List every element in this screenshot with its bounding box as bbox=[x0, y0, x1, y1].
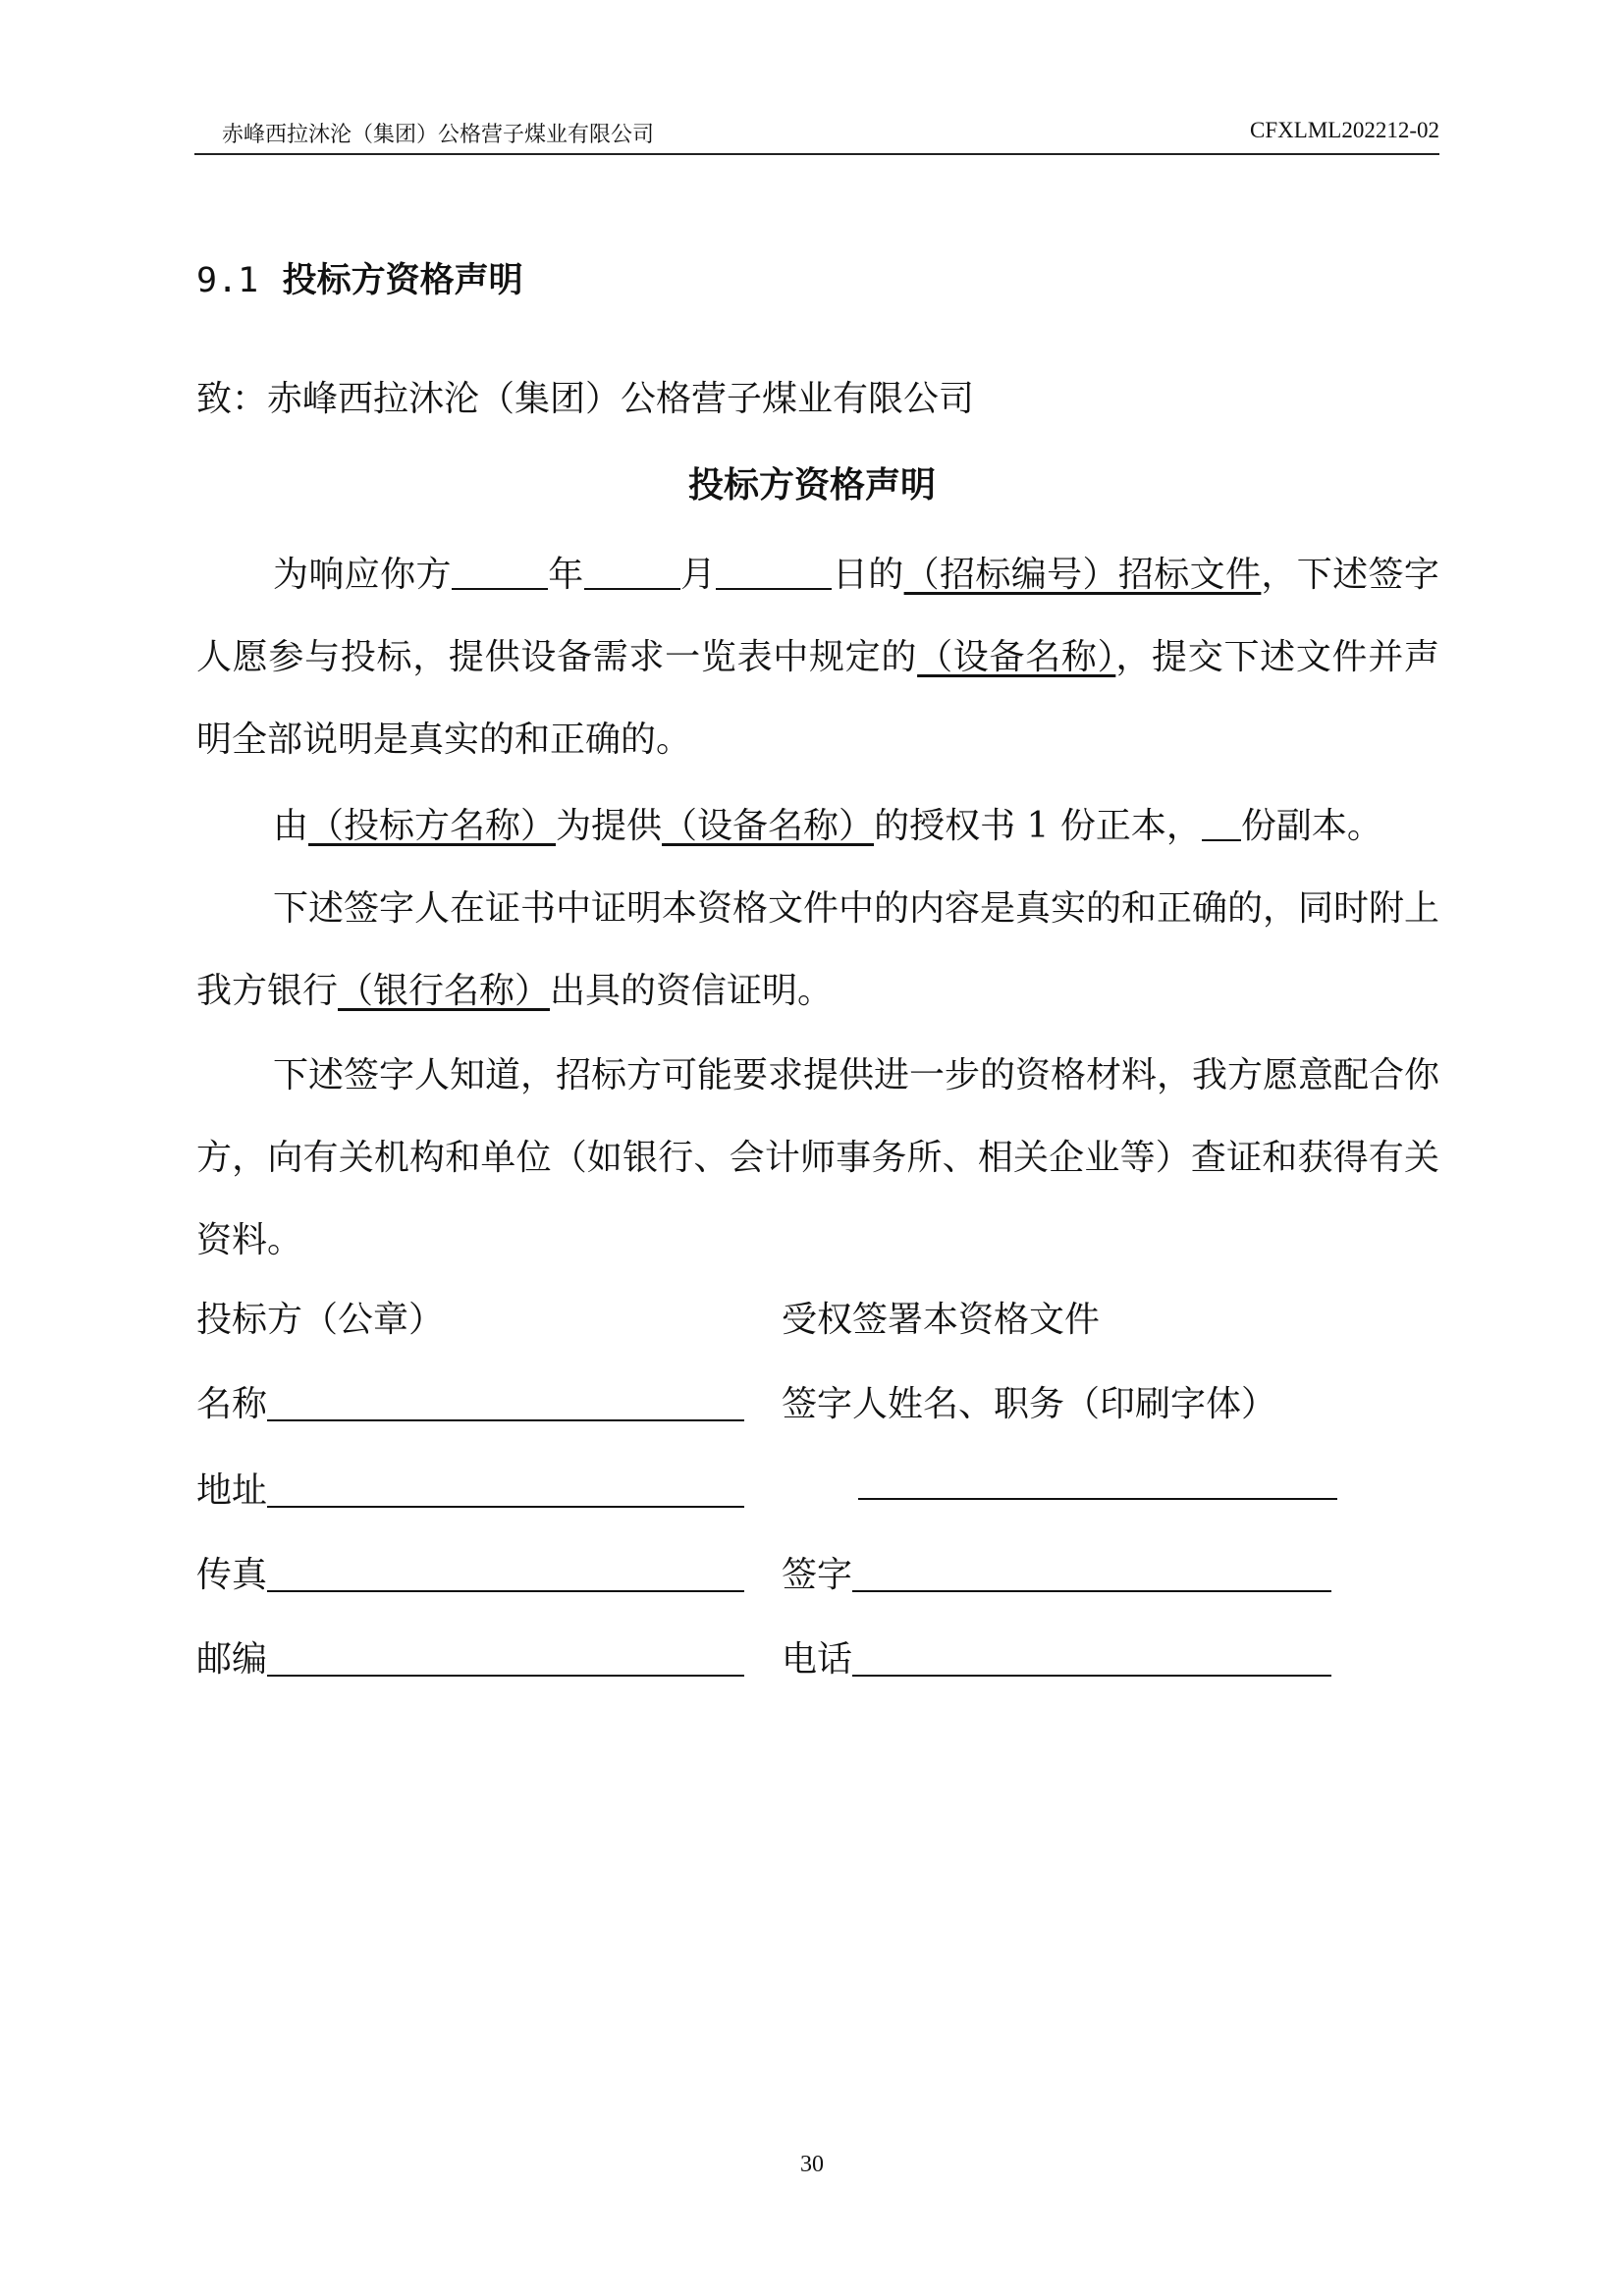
postcode-field[interactable] bbox=[267, 1639, 744, 1677]
header-company: 赤峰西拉沐沦（集团）公格营子煤业有限公司 bbox=[222, 123, 655, 147]
bidder-name-placeholder: （投标方名称） bbox=[308, 806, 557, 846]
signer-name-field[interactable] bbox=[858, 1463, 1337, 1500]
bid-number-placeholder: （招标编号）招标文件 bbox=[903, 555, 1262, 595]
document-title: 投标方资格声明 bbox=[687, 465, 936, 506]
year-blank[interactable] bbox=[452, 553, 548, 590]
addressee: 致：赤峰西拉沐沦（集团）公格营子煤业有限公司 bbox=[196, 379, 975, 419]
device-name-placeholder: （设备名称） bbox=[917, 637, 1116, 677]
bank-name-placeholder: （银行名称） bbox=[338, 971, 551, 1011]
header-doc-code: CFXLML202212-02 bbox=[1250, 118, 1439, 142]
device-name-placeholder-2: （设备名称） bbox=[662, 806, 875, 846]
bidder-seal-label: 投标方（公章） bbox=[196, 1300, 445, 1340]
paragraph-4: 下述签字人知道，招标方可能要求提供进一步的资格材料，我方愿意配合你方，向有关机构和单位（如银行、会计师事务所、相关企业等）查证和获得有关资料。 bbox=[196, 1055, 1440, 1260]
day-blank[interactable] bbox=[716, 553, 832, 590]
phone-field[interactable] bbox=[852, 1639, 1331, 1677]
address-row: 地址 bbox=[196, 1463, 744, 1513]
section-number: 9.1 bbox=[196, 261, 259, 300]
signer-name-row bbox=[858, 1463, 1337, 1503]
page-number: 30 bbox=[800, 2152, 824, 2177]
authorized-signing-label: 受权签署本资格文件 bbox=[782, 1300, 1101, 1340]
paragraph-1: 为响应你方 年 月 日的（招标编号）招标文件，下述签字人愿参与投标，提供设备需求一览表中规定的（设备名称），提交下述文件并声明全部说明是真实的和正确的。 bbox=[196, 555, 1439, 760]
fax-field[interactable] bbox=[267, 1555, 744, 1592]
postcode-row: 邮编 bbox=[196, 1631, 744, 1682]
phone-row: 电话 bbox=[782, 1631, 1331, 1682]
paragraph-2: 由（投标方名称）为提供（设备名称）的授权书 1 份正本， 份副本。 bbox=[273, 806, 1382, 846]
signature-row: 签字 bbox=[782, 1547, 1331, 1597]
name-row: 名称 bbox=[196, 1376, 744, 1426]
section-title: 投标方资格声明 bbox=[282, 261, 523, 300]
month-blank[interactable] bbox=[584, 553, 680, 590]
paragraph-3: 下述签字人在证书中证明本资格文件中的内容是真实的和正确的，同时附上我方银行（银行名称）出具的资信证明。 bbox=[196, 888, 1440, 1011]
copies-blank[interactable] bbox=[1202, 804, 1241, 841]
signature-field[interactable] bbox=[852, 1555, 1331, 1592]
name-field[interactable] bbox=[267, 1384, 744, 1421]
fax-row: 传真 bbox=[196, 1547, 744, 1597]
address-field[interactable] bbox=[267, 1470, 744, 1508]
signer-name-label: 签字人姓名、职务（印刷字体） bbox=[782, 1384, 1277, 1424]
page-header bbox=[194, 116, 1439, 155]
section-heading bbox=[196, 253, 523, 302]
